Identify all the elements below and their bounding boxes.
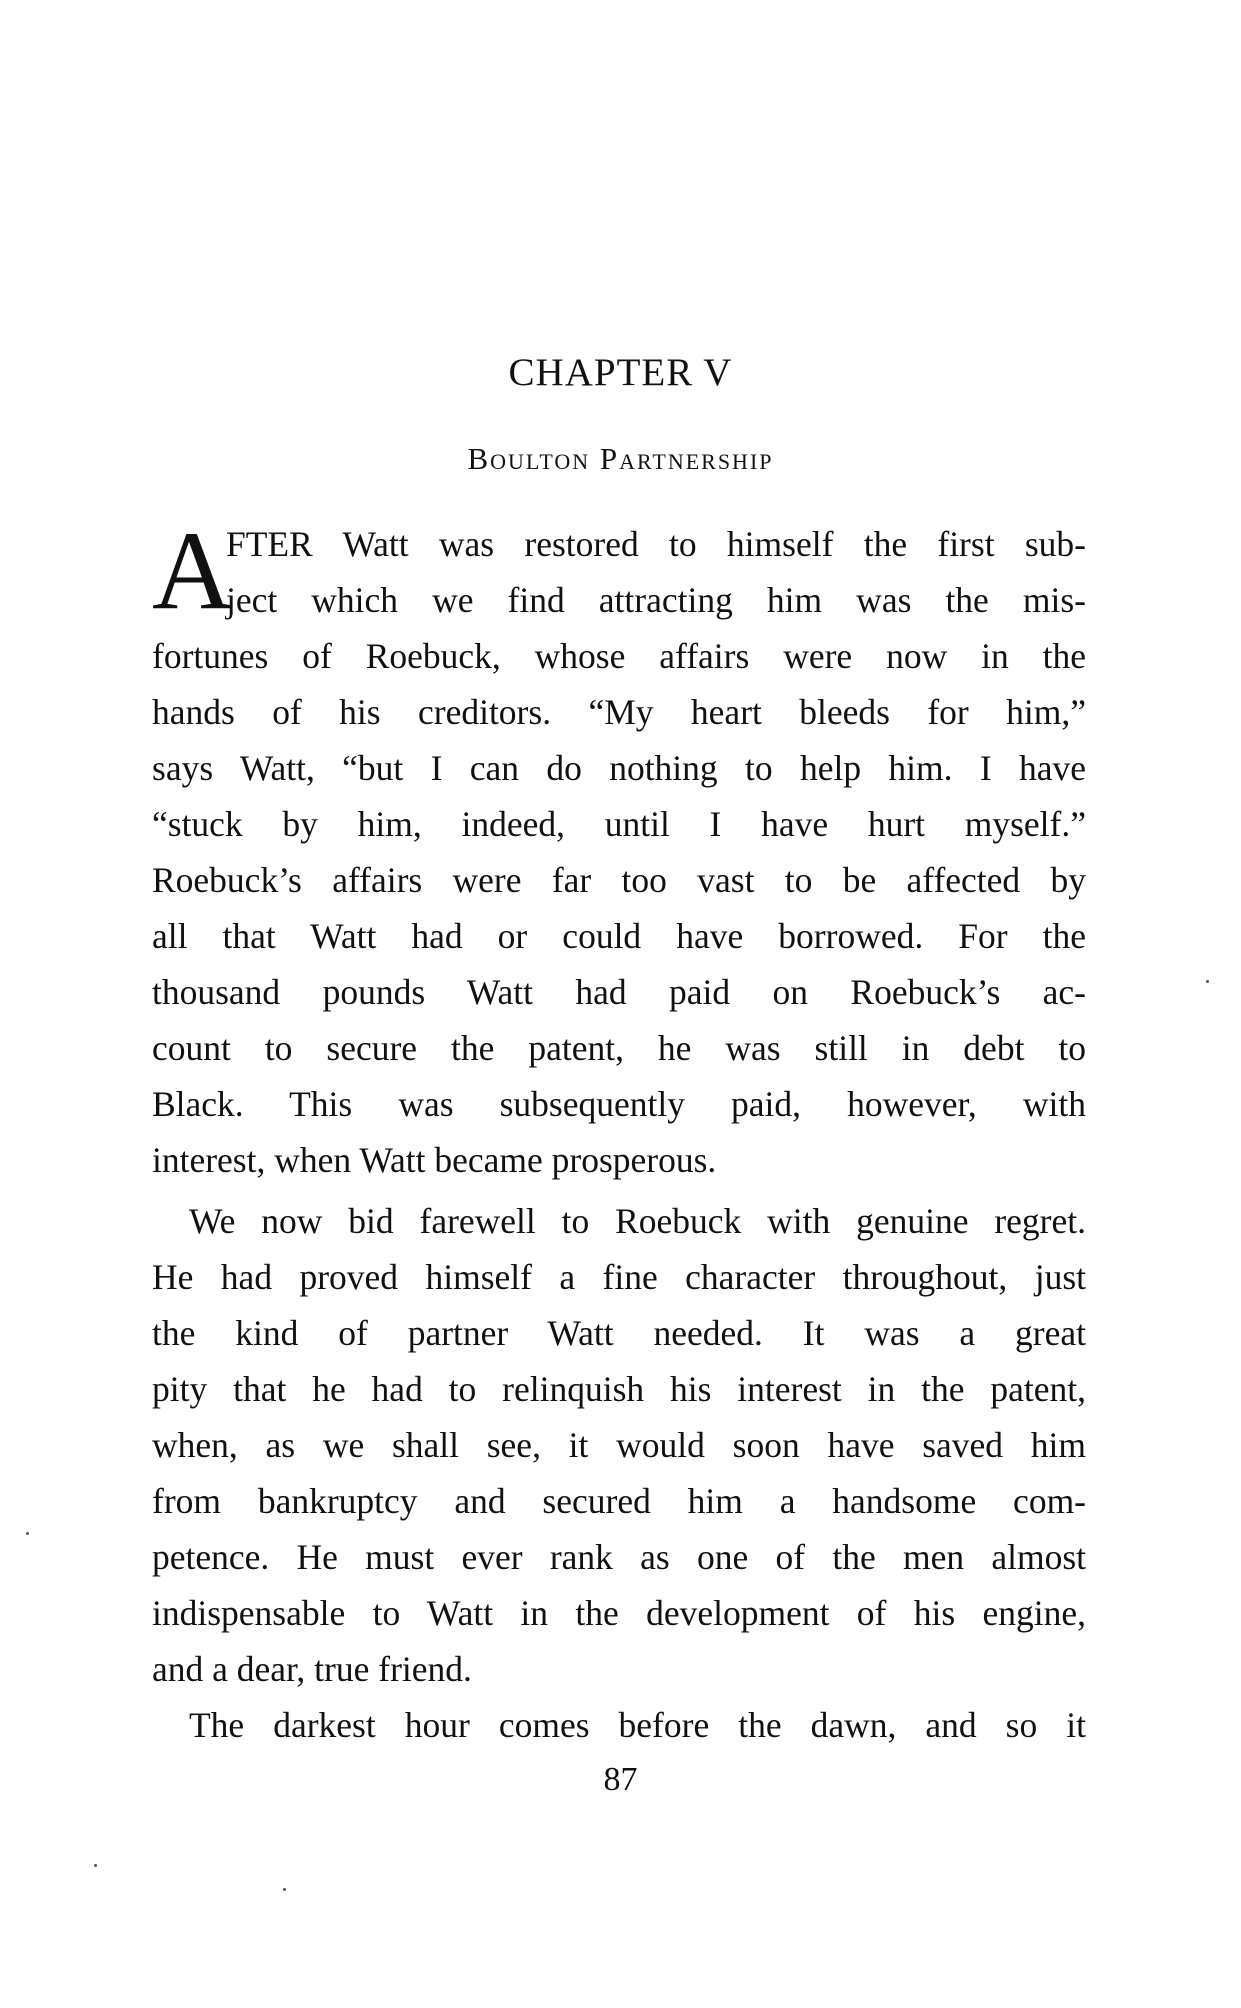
- scan-speck: [1206, 980, 1209, 983]
- text-line: and a dear, true friend.: [152, 1649, 472, 1689]
- drop-cap: A: [152, 509, 233, 633]
- paragraph-3: [152, 1697, 1086, 1753]
- text-line: the kind of partner Watt needed. It was a great: [152, 1313, 1086, 1353]
- text-line: count to secure the patent, he was still in debt to: [152, 1028, 1086, 1068]
- text-line: FTER Watt was restored to himself the first sub-: [226, 524, 1086, 564]
- paragraph-1: [152, 509, 1086, 1188]
- text-line: all that Watt had or could have borrowed. For the: [152, 916, 1086, 956]
- page-number: 87: [603, 1761, 638, 1798]
- text-line: says Watt, “but I can do nothing to help him. I have: [152, 748, 1086, 788]
- scan-speck: [26, 1532, 29, 1535]
- text-line: He had proved himself a fine character throughout, just: [152, 1257, 1086, 1297]
- text-line: from bankruptcy and secured him a handsome com-: [152, 1481, 1086, 1521]
- chapter-heading: CHAPTER V: [508, 351, 733, 394]
- text-line: We now bid farewell to Roebuck with genuine regret.: [189, 1201, 1086, 1241]
- scan-speck: [283, 1888, 286, 1891]
- paragraph-2: [152, 1193, 1086, 1697]
- chapter-title: Boulton Partnership: [467, 441, 774, 476]
- text-line: Roebuck’s affairs were far too vast to be affected by: [152, 860, 1086, 900]
- text-line: Black. This was subsequently paid, however, with: [152, 1084, 1086, 1124]
- text-line: pity that he had to relinquish his interest in the patent,: [152, 1369, 1086, 1409]
- text-line: The darkest hour comes before the dawn, and so it: [189, 1705, 1086, 1745]
- text-line: indispensable to Watt in the development of his engine,: [152, 1593, 1086, 1633]
- text-line: ject which we find attracting him was the mis-: [226, 580, 1086, 620]
- text-line: fortunes of Roebuck, whose affairs were now in the: [152, 636, 1086, 676]
- scan-speck: [94, 1864, 97, 1867]
- text-line: petence. He must ever rank as one of the men almost: [152, 1537, 1086, 1577]
- text-line: when, as we shall see, it would soon have saved him: [152, 1425, 1086, 1465]
- text-line: thousand pounds Watt had paid on Roebuck’s ac-: [152, 972, 1086, 1012]
- text-line: hands of his creditors. “My heart bleeds for him,”: [152, 692, 1086, 732]
- text-line: “stuck by him, indeed, until I have hurt myself.”: [152, 804, 1086, 844]
- text-line: interest, when Watt became prosperous.: [152, 1140, 717, 1180]
